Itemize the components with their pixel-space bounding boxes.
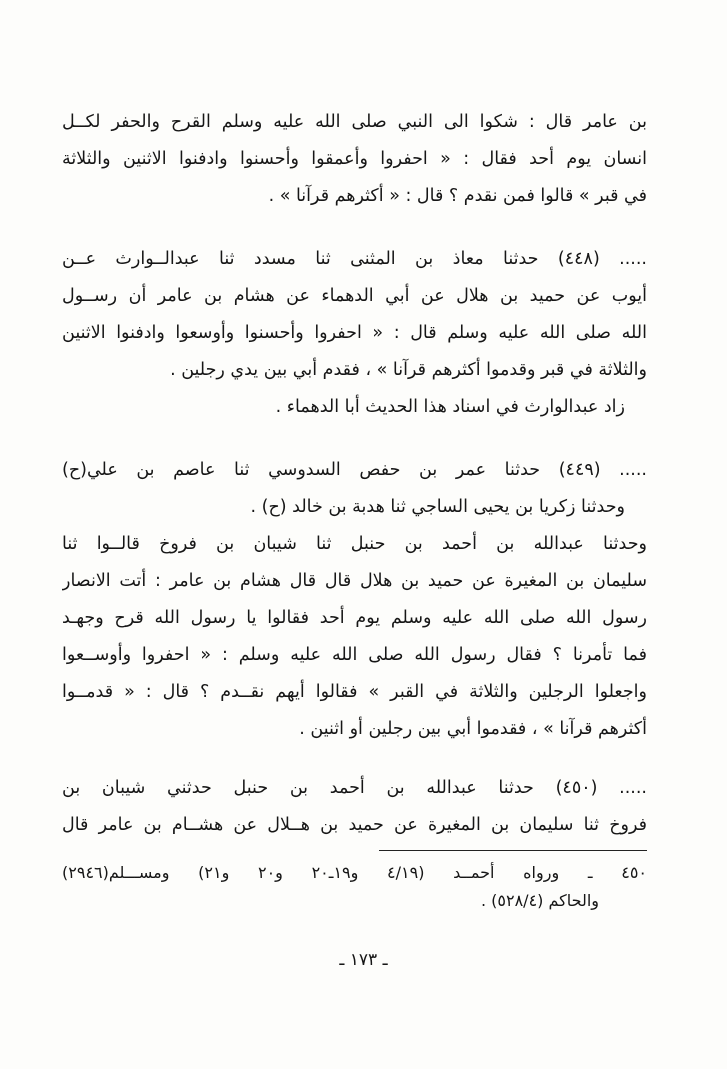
text-line: فما تأمرنا ؟ فقال رسول الله صلى الله عليه وسلم : « احفروا وأوســعوا xyxy=(62,645,647,665)
text-line: واجعلوا الرجلين والثلاثة في القبر » فقالوا أيهم نقــدم ؟ قال : « قدمــوا xyxy=(62,682,647,702)
page-body xyxy=(62,104,647,915)
text-line: وحدثنا زكريا بن يحيى الساجي ثنا هدبة بن خالد (ح) . xyxy=(250,497,625,517)
text-line: أكثرهم قرآنا » ، فقدموا أبي بين رجلين أو اثنين . xyxy=(299,719,647,739)
text-line: سليمان بن المغيرة عن حميد بن هلال قال قال هشام بن عامر : أتت الانصار xyxy=(62,571,647,591)
text-line: الله صلى الله عليه وسلم قال : « احفروا وأحسنوا وأوسعوا وادفنوا الاثنين xyxy=(62,323,647,343)
footnote-line: ٤٥٠ ـ ورواه أحمــد (٤/١٩ و١٩ـ٢٠ و٢٠ و٢١) ومســـلم(٢٩٤٦) xyxy=(62,863,647,882)
paragraph-449 xyxy=(62,452,647,748)
paragraph-448 xyxy=(62,241,647,426)
footnote xyxy=(62,859,647,915)
text-line: انسان يوم أحد فقال : « احفروا وأعمقوا وأحسنوا وادفنوا الاثنين والثلاثة xyxy=(62,149,647,169)
text-line: ..... (٤٥٠) حدثنا عبدالله بن أحمد بن حنبل حدثني شيبان بن xyxy=(62,778,647,798)
text-line: فروخ ثنا سليمان بن المغيرة عن حميد بن هــلال عن هشــام بن عامر قال xyxy=(62,815,647,835)
paragraph-450 xyxy=(62,770,647,844)
text-line: في قبر » قالوا فمن نقدم ؟ قال : « أكثرهم قرآنا » . xyxy=(268,186,647,206)
text-line: وحدثنا عبدالله بن أحمد بن حنبل ثنا شيبان بن فروخ قالــوا ثنا xyxy=(62,534,647,554)
text-line: ..... (٤٤٩) حدثنا عمر بن حفص السدوسي ثنا عاصم بن علي(ح) xyxy=(62,460,647,480)
text-line: بن عامر قال : شكوا الى النبي صلى الله عليه وسلم القرح والحفر لكــل xyxy=(62,112,647,132)
paragraph-1 xyxy=(62,104,647,215)
text-line: رسول الله صلى الله عليه وسلم يوم أحد فقالوا يا رسول الله قرح وجهـد xyxy=(62,608,647,628)
text-line: أيوب عن حميد بن هلال عن أبي الدهماء عن هشام بن عامر أن رســول xyxy=(62,286,647,306)
text-line: زاد عبدالوارث في اسناد هذا الحديث أبا الدهماء . xyxy=(275,397,625,417)
text-line: والثلاثة في قبر وقدموا أكثرهم قرآنا » ، فقدم أبي بين يدي رجلين . xyxy=(170,360,647,380)
footnote-divider xyxy=(379,850,647,851)
footnote-line: والحاكم (٥٢٨/٤) . xyxy=(480,891,599,910)
text-line: ..... (٤٤٨) حدثنا معاذ بن المثنى ثنا مسدد ثنا عبدالــوارث عــن xyxy=(62,249,647,269)
page-number: ـ ١٧٣ ـ xyxy=(339,950,388,970)
